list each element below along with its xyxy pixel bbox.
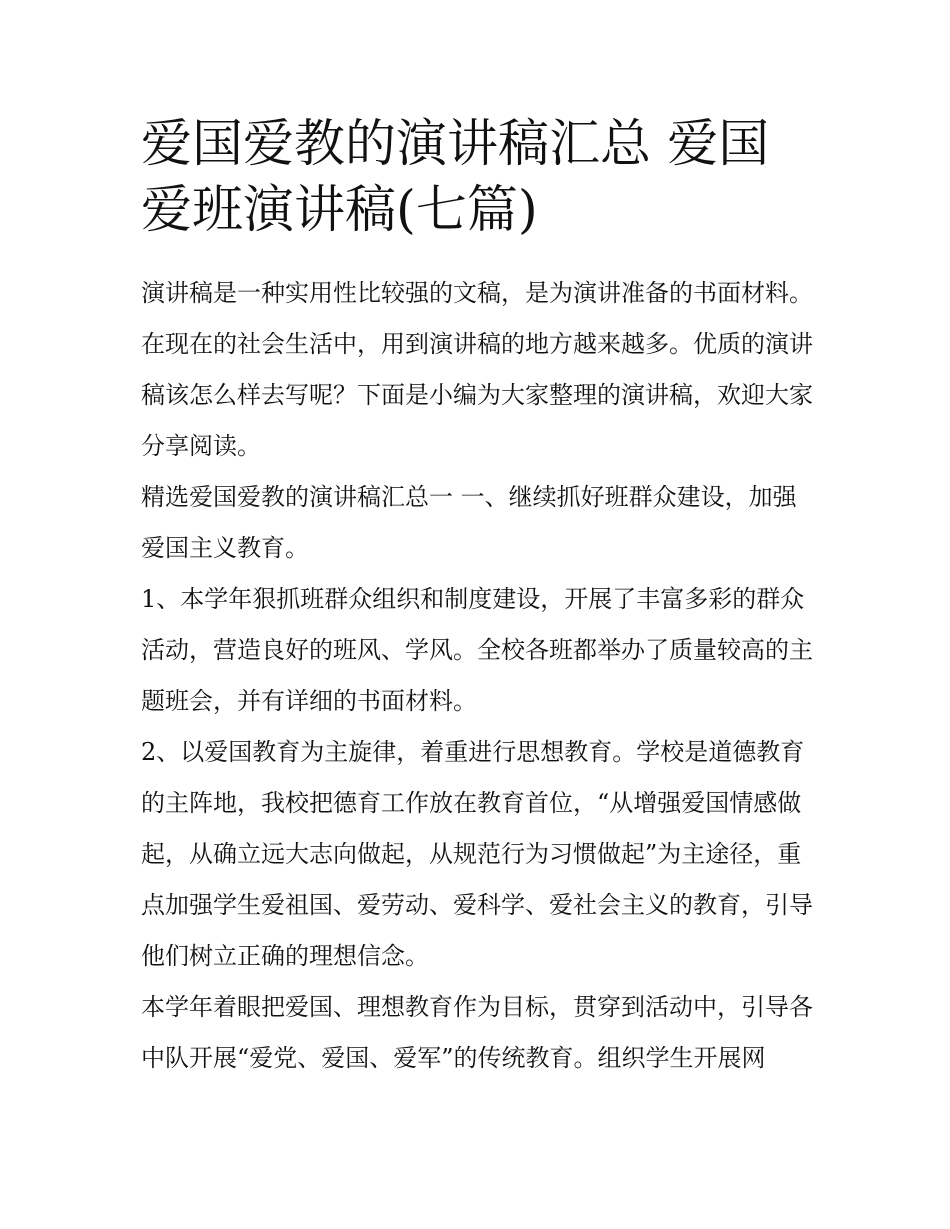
- document-title: 爱国爱教的演讲稿汇总 爱国爱班演讲稿(七篇): [141, 115, 770, 240]
- paragraph-section-one-heading: 精选爱国爱教的演讲稿汇总一 一、继续抓好班群众建设，加强爱国主义教育。: [141, 483, 797, 562]
- paragraph-item-1: 1、本学年狠抓班群众组织和制度建设，开展了丰富多彩的群众活动，营造良好的班风、学风。全校各班都举办了质量较高的主题班会，并有详细的书面材料。: [141, 585, 813, 715]
- paragraph-item-2: 2、以爱国教育为主旋律，着重进行思想教育。学校是道德教育的主阵地，我校把德育工作放在教育首位，“从增强爱国情感做起，从确立远大志向做起，从规范行为习惯做起”为主途径，重点加强学生爱祖国、爱劳动、爱科学、爱社会主义的教育，引导他们树立正确的理想信念。: [141, 738, 813, 970]
- paragraph-continued: 本学年着眼把爱国、理想教育作为目标，贯穿到活动中，引导各中队开展“爱党、爱国、爱军”的传统教育。组织学生开展网: [141, 993, 813, 1072]
- document-content: [141, 112, 813, 1084]
- document-body: [141, 268, 813, 1084]
- paragraph-intro: 演讲稿是一种实用性比较强的文稿，是为演讲准备的书面材料。在现在的社会生活中，用到演讲稿的地方越来越多。优质的演讲稿该怎么样去写呢？下面是小编为大家整理的演讲稿，欢迎大家分享阅读。: [141, 279, 813, 460]
